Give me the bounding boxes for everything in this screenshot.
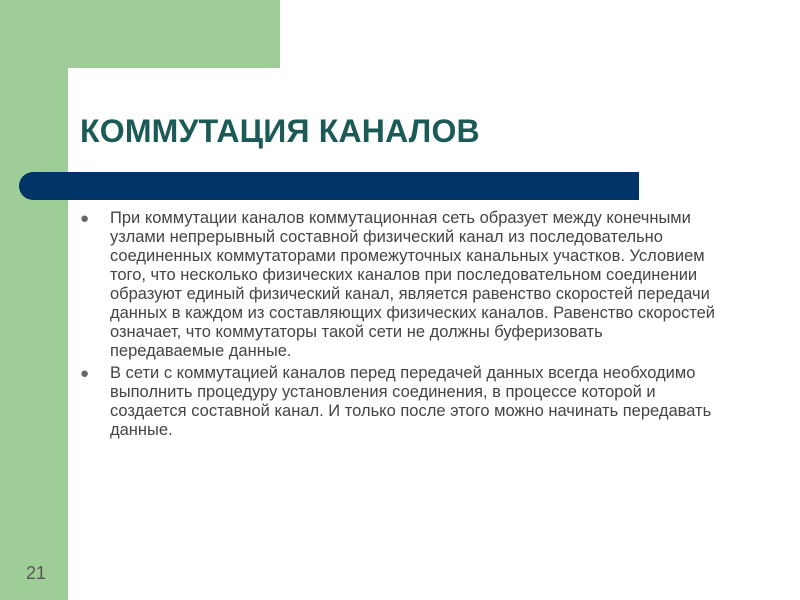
bullet-dot-icon: ● — [80, 365, 90, 382]
slide-title: КОММУТАЦИЯ КАНАЛОВ — [80, 113, 480, 149]
green-top-band — [0, 0, 280, 68]
bullet-list — [80, 209, 720, 443]
title-underline-bar — [19, 172, 639, 200]
slide-number: 21 — [26, 563, 47, 583]
bullet-text-2: В сети с коммутацией каналов перед передачей данных всегда необходимо выполнить процедуру установления соединения, в процессе которой и создается составной канал. И только после этого можно начинать передавать данные. — [110, 364, 712, 439]
green-left-band — [0, 0, 68, 600]
bullet-item-1 — [80, 209, 720, 361]
bullet-item-2 — [80, 364, 720, 440]
bullet-dot-icon: ● — [80, 210, 90, 227]
bullet-text-1: При коммутации каналов коммутационная сеть образует между конечными узлами непрерывный составной физический канал из последовательно соединенных коммутаторами промежуточных канальных участков. Условием того, что несколько физических каналов при последовательном соединении образуют единый физический канал, является равенство скоростей передачи данных в каждом из составляющих физических каналов. Равенство скоростей означает, что коммутаторы такой сети не должны буферизовать передаваемые данные. — [110, 209, 716, 360]
